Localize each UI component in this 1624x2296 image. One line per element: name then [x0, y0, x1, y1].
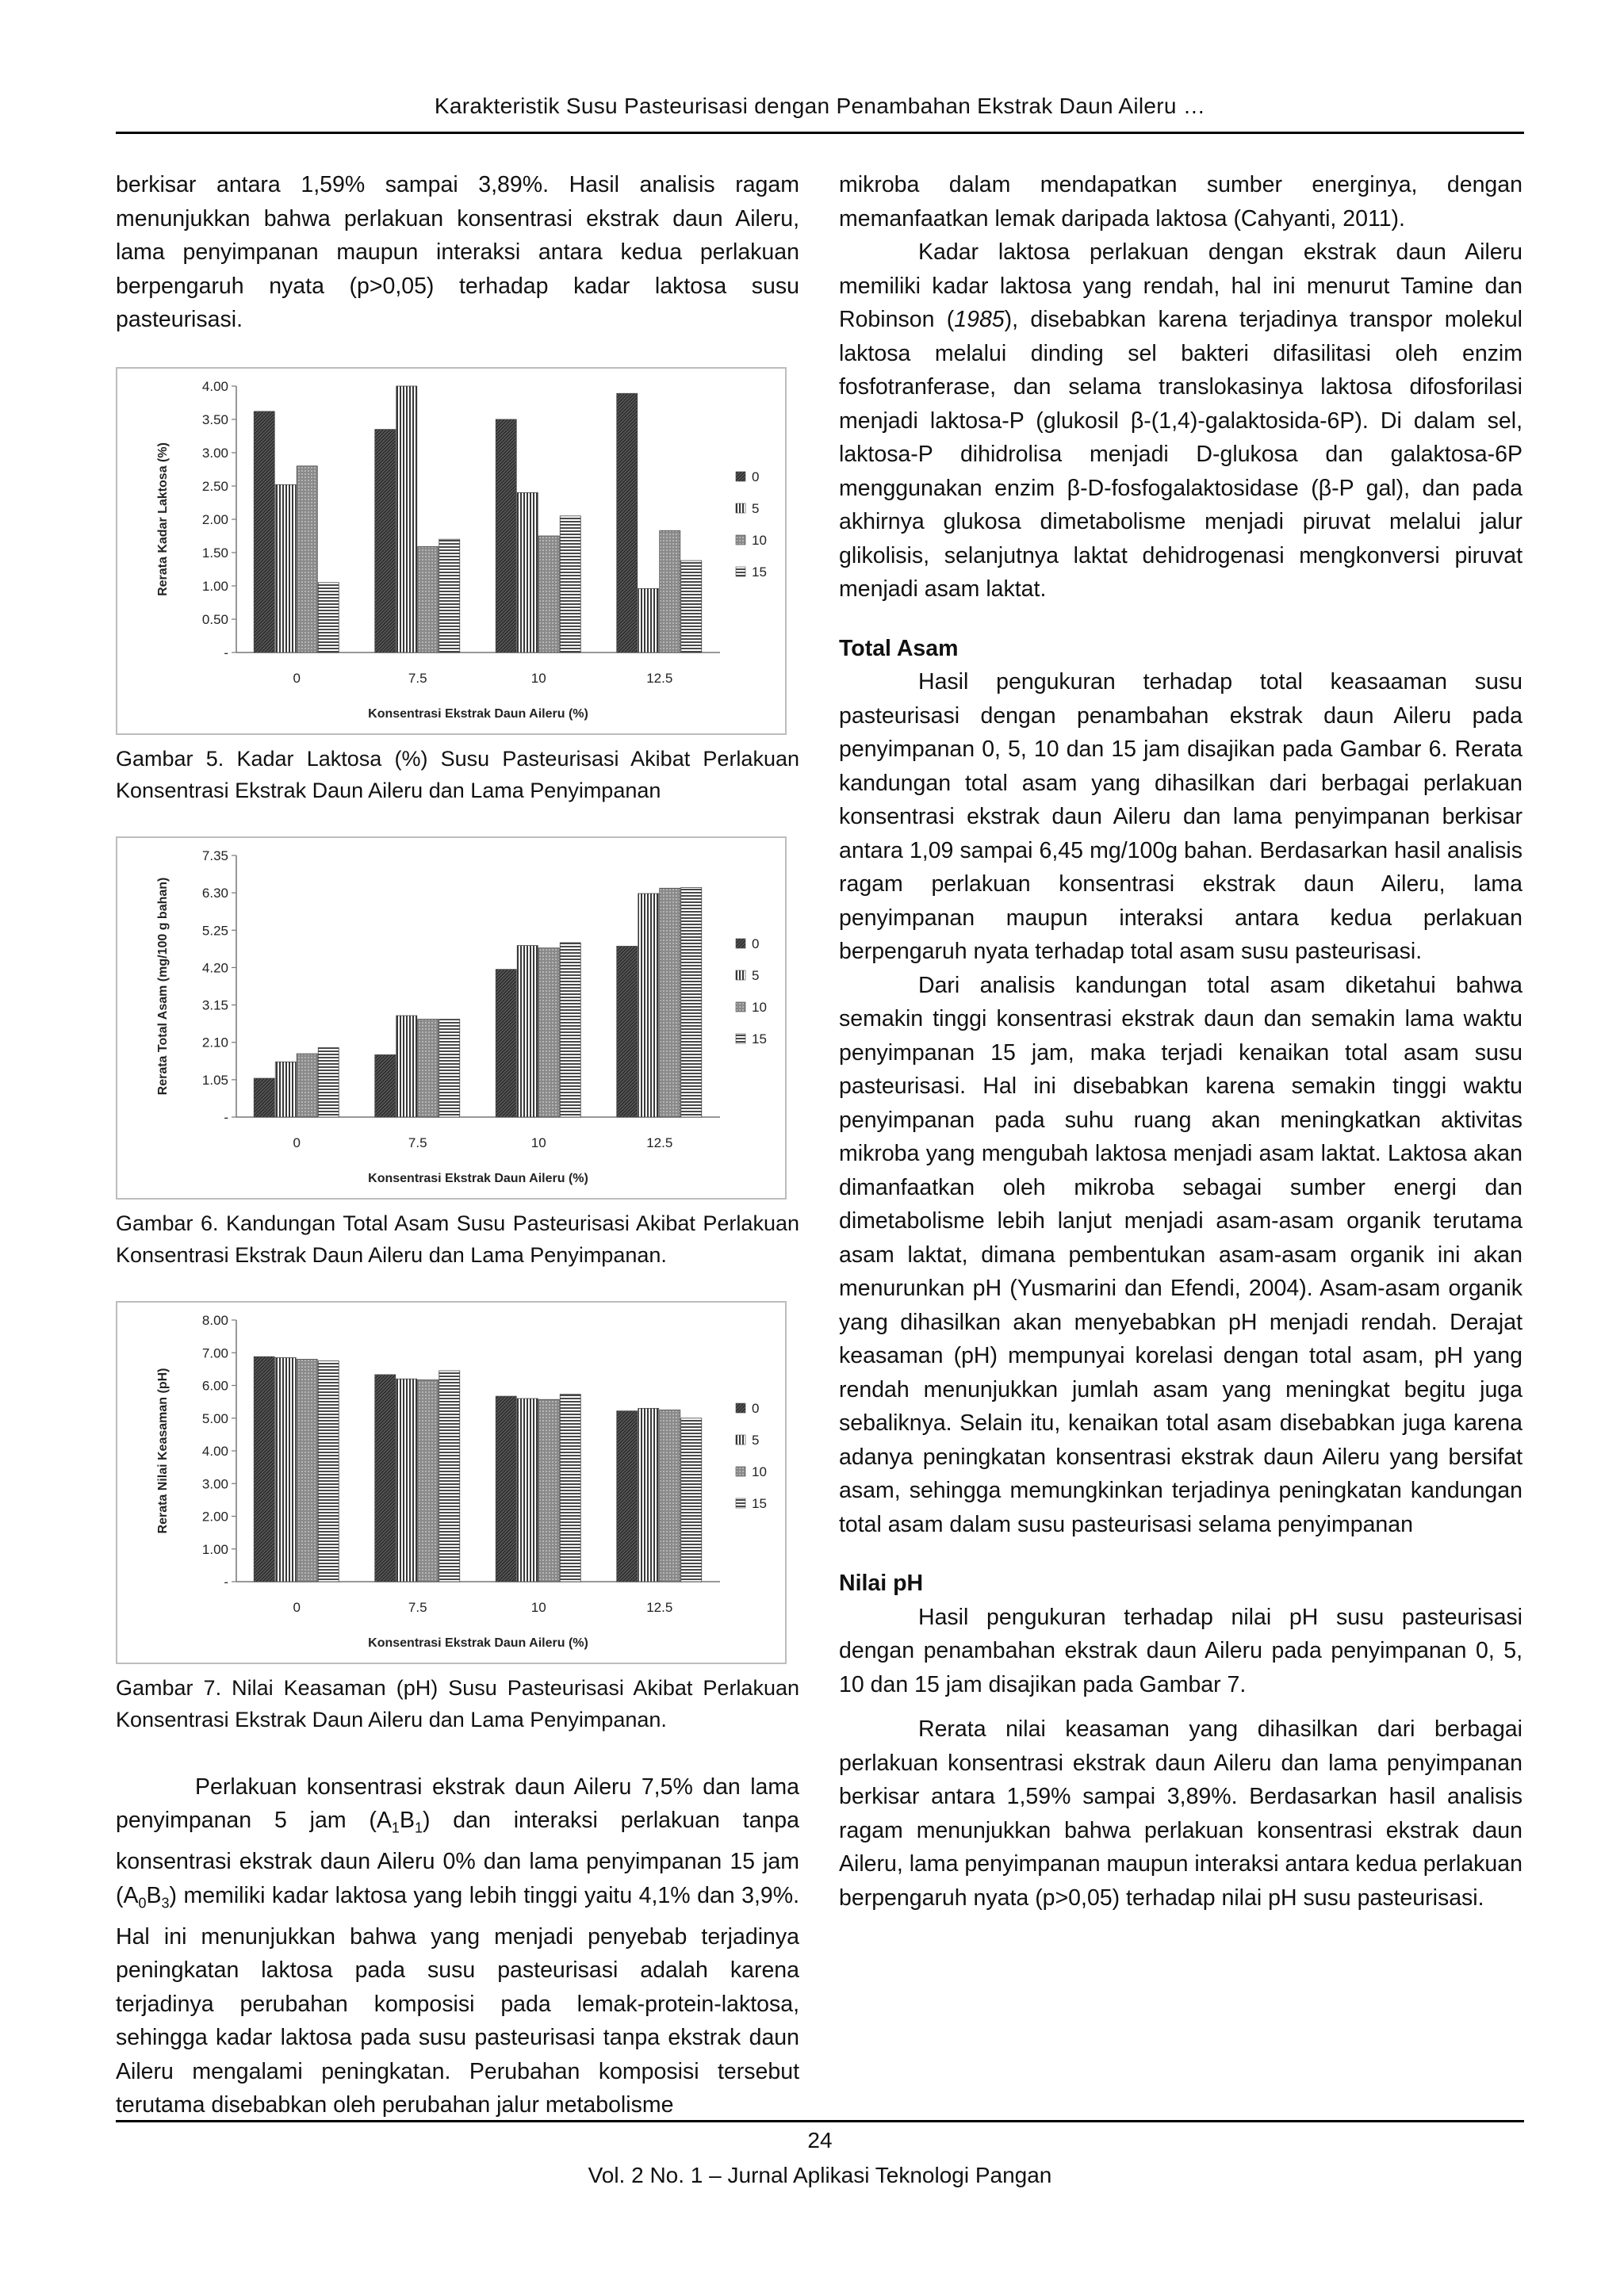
y-tick-label: 2.10	[201, 1035, 228, 1050]
bar-7.5-series-15	[439, 1370, 460, 1581]
chart-5-frame	[116, 367, 787, 735]
left-paragraph-2: Perlakuan konsentrasi ekstrak daun Aileru 7,5% dan lama penyimpanan 5 jam $(A_1B_1)$ dan interaksi perlakuan tanpa konsentrasi ekstrak daun Aileru 0% dan lama penyimpanan 15 jam $(A_0B_3)$ memiliki kadar laktosa yang lebih tinggi yaitu 4,1% dan 3,9%. Hal ini menunjukkan bahwa yang menjadi penyebab terjadinya peningkatan laktosa pada susu pasteurisasi adalah karena terjadinya perubahan komposisi pada lemak-protein-laktosa, sehingga kadar laktosa pada susu pasteurisasi tanpa ekstrak daun Aileru mengalami peningkatan. Perubahan komposisi tersebut terutama disebabkan oleh perubahan jalur metabolisme	[116, 1774, 799, 2118]
bar-0-series-10	[297, 1359, 317, 1582]
x-axis-label: Konsentrasi Ekstrak Daun Aileru (%)	[368, 1171, 588, 1185]
bar-10-series-10	[538, 947, 559, 1116]
bar-12.5-series-5	[638, 1408, 659, 1582]
bar-10-series-0	[496, 1396, 516, 1582]
legend-swatch	[736, 1498, 745, 1508]
bar-0-series-10	[297, 465, 317, 652]
x-tick-label: 12.5	[646, 670, 673, 686]
right-paragraph-1: mikroba dalam mendapatkan sumber energinya, dengan memanfaatkan lemak daripada laktosa (Cahyanti, 2011).	[839, 172, 1522, 232]
y-tick-label: 2.50	[201, 478, 228, 494]
bar-7.5-series-15	[439, 539, 460, 652]
bar-7.5-series-5	[396, 1379, 417, 1582]
bar-7.5-series-15	[439, 1019, 460, 1116]
bar-10-series-5	[517, 1399, 538, 1582]
bar-10-series-5	[517, 492, 538, 652]
y-tick-label: 0.50	[201, 611, 228, 627]
bar-0-series-0	[254, 1078, 274, 1117]
heading-total-asam: Total Asam	[839, 635, 959, 661]
bar-0-series-10	[297, 1054, 317, 1117]
caption-7: Gambar 7. Nilai Keasaman (pH) Susu Pasteurisasi Akibat Perlakuan Konsentrasi Ekstrak Daun Aileru dan Lama Penyimpanan.	[116, 1675, 799, 1732]
legend-label: 10	[752, 999, 767, 1015]
chart-7	[117, 1303, 785, 1663]
y-tick-label: 1.00	[201, 1541, 228, 1557]
left-column	[116, 168, 799, 2122]
bar-12.5-series-0	[617, 1410, 638, 1581]
header-rule	[116, 132, 1524, 134]
bar-12.5-series-5	[638, 894, 659, 1117]
figure-7	[116, 1301, 799, 1735]
x-tick-label: 12.5	[646, 1135, 673, 1150]
x-tick-label: 0	[293, 1135, 301, 1150]
bar-7.5-series-5	[396, 386, 417, 652]
y-tick-label: 4.00	[201, 378, 228, 394]
bar-0-series-0	[254, 1357, 274, 1582]
chart-7-frame	[116, 1301, 787, 1664]
legend-label: 15	[752, 1495, 767, 1511]
legend-swatch	[736, 503, 745, 513]
bar-7.5-series-0	[375, 429, 396, 652]
y-tick-label: 1.50	[201, 545, 228, 561]
x-tick-label: 0	[293, 670, 301, 686]
x-tick-label: 0	[293, 1599, 301, 1615]
legend-swatch	[736, 1002, 745, 1012]
bar-7.5-series-0	[375, 1374, 396, 1581]
bar-12.5-series-10	[660, 888, 680, 1117]
bar-10-series-10	[538, 536, 559, 652]
y-tick-label: 2.00	[201, 1509, 228, 1524]
bar-12.5-series-0	[617, 946, 638, 1117]
bar-12.5-series-15	[681, 1418, 702, 1581]
legend-label: 10	[752, 1464, 767, 1479]
figure-5	[116, 367, 799, 806]
bar-12.5-series-10	[660, 1410, 680, 1582]
y-tick-label: -	[224, 645, 228, 660]
x-tick-label: 10	[530, 1599, 546, 1615]
x-tick-label: 7.5	[408, 670, 427, 686]
legend-swatch	[736, 1034, 745, 1043]
bar-7.5-series-10	[418, 546, 439, 652]
footer-rule	[116, 2120, 1524, 2122]
y-tick-label: 6.00	[201, 1378, 228, 1393]
chart-6-frame	[116, 836, 787, 1200]
y-tick-label: -	[224, 1574, 228, 1590]
right-paragraph-5: Hasil pengukuran terhadap nilai pH susu pasteurisasi dengan penambahan ekstrak daun Aileru pada penyimpanan 0, 5, 10 dan 15 jam disajikan pada Gambar 7.	[839, 1604, 1522, 1697]
figure-6	[116, 836, 799, 1271]
x-axis-label: Konsentrasi Ekstrak Daun Aileru (%)	[368, 1636, 588, 1650]
page-number: 24	[807, 2128, 833, 2152]
bar-10-series-0	[496, 419, 516, 652]
left-paragraph-1: berkisar antara 1,59% sampai 3,89%. Hasil analisis ragam menunjukkan bahwa perlakuan konsentrasi ekstrak daun Aileru, lama penyimpanan maupun interaksi antara kedua perlakuan berpengaruh nyata (p>0,05) terhadap kadar laktosa susu pasteurisasi.	[116, 172, 799, 332]
y-tick-label: 4.20	[201, 959, 228, 975]
x-tick-label: 10	[530, 1135, 546, 1150]
bar-10-series-10	[538, 1399, 559, 1582]
legend-swatch	[736, 1467, 745, 1476]
bar-0-series-15	[318, 582, 339, 652]
y-tick-label: 1.00	[201, 578, 228, 594]
y-tick-label: 5.25	[201, 922, 228, 938]
y-tick-label: 3.00	[201, 1475, 228, 1491]
legend-label: 0	[752, 936, 760, 951]
running-title: Karakteristik Susu Pasteurisasi dengan Penambahan Ekstrak Daun Aileru …	[434, 94, 1206, 118]
y-tick-label: 2.00	[201, 511, 228, 527]
y-axis-label: Rerata Total Asam (mg/100 g bahan)	[156, 877, 170, 1095]
caption-6: Gambar 6. Kandungan Total Asam Susu Pasteurisasi Akibat Perlakuan Konsentrasi Ekstrak Daun Aileru dan Lama Penyimpanan.	[116, 1211, 799, 1267]
legend-swatch	[736, 535, 745, 545]
bar-10-series-15	[560, 515, 580, 652]
legend-swatch	[736, 939, 745, 948]
bar-7.5-series-10	[418, 1019, 439, 1116]
x-tick-label: 7.5	[408, 1599, 427, 1615]
right-column	[839, 168, 1522, 1915]
bar-12.5-series-0	[617, 393, 638, 652]
bar-10-series-15	[560, 943, 580, 1117]
bar-7.5-series-10	[418, 1380, 439, 1582]
legend-label: 0	[752, 469, 760, 484]
bar-7.5-series-5	[396, 1016, 417, 1117]
legend-label: 5	[752, 500, 760, 516]
legend-label: 15	[752, 1031, 767, 1047]
caption-5: Gambar 5. Kadar Laktosa (%) Susu Pasteurisasi Akibat Perlakuan Konsentrasi Ekstrak Daun Aileru dan Lama Penyimpanan	[116, 746, 799, 802]
legend-swatch	[736, 567, 745, 576]
y-tick-label: 6.30	[201, 885, 228, 901]
legend-swatch	[736, 1435, 745, 1445]
y-tick-label: -	[224, 1109, 228, 1125]
y-tick-label: 3.50	[201, 411, 228, 427]
heading-nilai-ph: Nilai pH	[839, 1571, 924, 1596]
right-paragraph-2: Kadar laktosa perlakuan dengan ekstrak daun Aileru memiliki kadar laktosa yang rendah, hal ini menurut Tamine dan Robinson (1985), disebabkan karena terjadinya transpor molekul laktosa melalui dinding sel bakteri difasilitasi oleh enzim fosfotranferase, dan selama translokasinya laktosa difosforilasi menjadi laktosa-P (glukosil β-(1,4)-galaktosida-6P). Di dalam sel, laktosa-P dihidrolisa menjadi D-glukosa dan galaktosa-6P menggunakan enzim β-D-fosfogalaktosidase (β-P gal), dan pada akhirnya glukosa dimetabolisme menjadi piruvat melalui jalur glikolisis, selanjutnya laktat dehidrogenasi mengkonversi piruvat menjadi asam laktat.	[839, 239, 1522, 602]
legend-label: 0	[752, 1400, 760, 1416]
x-tick-label: 7.5	[408, 1135, 427, 1150]
y-axis-label: Rerata Kadar Laktosa (%)	[156, 442, 170, 596]
chart-6	[117, 838, 785, 1198]
legend-swatch	[736, 472, 745, 481]
right-paragraph-6: Rerata nilai keasaman yang dihasilkan dari berbagai perlakuan konsentrasi ekstrak daun Aileru dan lama penyimpanan berkisar antara 1,59% sampai 3,89%. Berdasarkan hasil analisis ragam menunjukkan bahwa perlakuan konsentrasi ekstrak daun Aileru, lama penyimpanan maupun interaksi antara kedua perlakuan berpengaruh nyata (p>0,05) terhadap nilai pH susu pasteurisasi.	[839, 1716, 1522, 1911]
bar-0-series-5	[275, 1357, 296, 1582]
bar-12.5-series-10	[660, 530, 680, 652]
bar-0-series-5	[275, 484, 296, 652]
x-axis-label: Konsentrasi Ekstrak Daun Aileru (%)	[368, 706, 588, 721]
y-tick-label: 4.00	[201, 1443, 228, 1459]
bar-12.5-series-5	[638, 588, 659, 652]
legend-label: 5	[752, 1432, 760, 1448]
right-paragraph-3: Hasil pengukuran terhadap total keasaaman susu pasteurisasi dengan penambahan ekstrak daun Aileru pada penyimpanan 0, 5, 10 dan 15 jam disajikan pada Gambar 6. Rerata kandungan total asam yang dihasilkan dari berbagai perlakuan konsentrasi ekstrak daun Aileru dan lama penyimpanan berkisar antara 1,09 sampai 6,45 mg/100g bahan. Berdasarkan hasil analisis ragam perlakuan konsentrasi ekstrak daun Aileru, lama penyimpanan maupun interaksi antara kedua perlakuan berpengaruh nyata terhadap total asam susu pasteurisasi.	[839, 669, 1522, 964]
bar-0-series-5	[275, 1062, 296, 1117]
bar-12.5-series-15	[681, 887, 702, 1117]
y-tick-label: 8.00	[201, 1312, 228, 1328]
bar-0-series-15	[318, 1360, 339, 1581]
y-axis-label: Rerata Nilai Keasaman (pH)	[156, 1368, 170, 1533]
y-tick-label: 3.00	[201, 445, 228, 461]
legend-label: 10	[752, 532, 767, 548]
legend-swatch	[736, 1403, 745, 1413]
bar-10-series-0	[496, 969, 516, 1116]
legend-label: 5	[752, 967, 760, 983]
bar-0-series-15	[318, 1047, 339, 1117]
chart-5	[117, 369, 785, 733]
y-tick-label: 7.35	[201, 848, 228, 863]
x-tick-label: 12.5	[646, 1599, 673, 1615]
bar-12.5-series-15	[681, 561, 702, 652]
legend-swatch	[736, 970, 745, 980]
y-tick-label: 1.05	[201, 1072, 228, 1088]
bar-10-series-15	[560, 1394, 580, 1581]
legend-label: 15	[752, 564, 767, 580]
bar-10-series-5	[517, 945, 538, 1116]
y-tick-label: 3.15	[201, 997, 228, 1013]
journal-footer: Vol. 2 No. 1 – Jurnal Aplikasi Teknologi Pangan	[588, 2163, 1052, 2187]
y-tick-label: 5.00	[201, 1410, 228, 1426]
bar-7.5-series-0	[375, 1054, 396, 1117]
bar-0-series-0	[254, 411, 274, 652]
x-tick-label: 10	[530, 670, 546, 686]
y-tick-label: 7.00	[201, 1345, 228, 1360]
right-paragraph-4: Dari analisis kandungan total asam diketahui bahwa semakin tinggi konsentrasi ekstrak daun dan semakin lama waktu penyimpanan 15 jam, maka terjadi kenaikan total asam susu pasteurisasi. Hal ini disebabkan karena semakin tinggi waktu penyimpanan pada suhu ruang akan meningkatkan aktivitas mikroba yang mengubah laktosa menjadi asam laktat. Laktosa akan dimanfaatkan oleh mikroba sebagai sumber energi dan dimetabolisme lebih lanjut menjadi asam-asam organik terutama asam laktat, dimana pembentukan asam-asam organik ini akan menurunkan pH (Yusmarini dan Efendi, 2004). Asam-asam organik yang dihasilkan akan menyebabkan pH menjadi rendah. Derajat keasaman (pH) mempunyai korelasi dengan total asam, pH yang rendah menunjukkan jumlah asam yang meningkat begitu juga sebaliknya. Selain itu, kenaikan total asam disebabkan juga karena adanya peningkatan konsentrasi ekstrak daun Aileru yang bersifat asam, sehingga memungkinkan terjadinya peningkatan kandungan total asam dalam susu pasteurisasi selama penyimpanan	[839, 972, 1522, 1537]
